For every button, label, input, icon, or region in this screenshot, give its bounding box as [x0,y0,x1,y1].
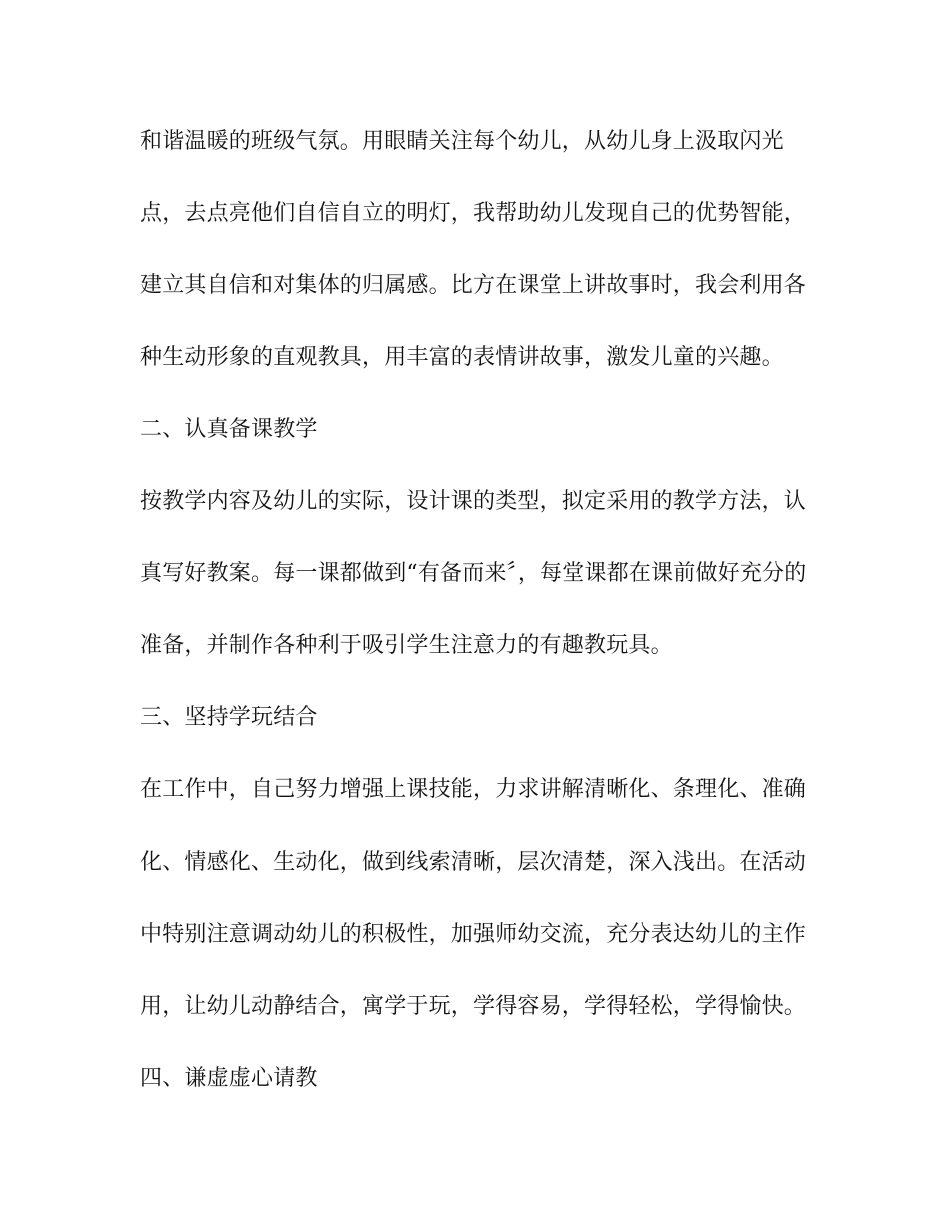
section-heading-2: 二、认真备课教学 [140,417,318,442]
paragraph-line: 建立其自信和对集体的归属感。比方在课堂上讲故事时，我会利用各 [140,273,807,298]
section-heading-4: 四、谦虚虚心请教 [140,1066,318,1091]
paragraph-line: 和谐温暖的班级气氛。用眼睛关注每个幼儿，从幼儿身上汲取闪光 [140,129,784,154]
paragraph-line: 种生动形象的直观教具，用丰富的表情讲故事，激发儿童的兴趣。 [140,345,784,370]
paragraph-line: 准备，并制作各种利于吸引学生注意力的有趣教玩具。 [140,633,673,658]
section-heading-3: 三、坚持学玩结合 [140,705,318,730]
paragraph-line: 在工作中，自己努力增强上课技能，力求讲解清晰化、条理化、准确 [140,777,807,802]
paragraph-line: 化、情感化、生动化，做到线索清晰，层次清楚，深入浅出。在活动 [140,850,807,875]
paragraph-line: 按教学内容及幼儿的实际，设计课的类型，拟定采用的教学方法，认 [140,489,807,514]
paragraph-line: 点，去点亮他们自信自立的明灯，我帮助幼儿发现自己的优势智能， [140,201,807,226]
paragraph-line: 中特别注意调动幼儿的积极性，加强师幼交流，充分表达幼儿的主作 [140,922,807,947]
paragraph-line: 用，让幼儿动静结合，寓学于玩，学得容易，学得轻松，学得愉快。 [140,994,807,1019]
paragraph-line: 真写好教案。每一课都做到“有备而来〞，每堂课都在课前做好充分的 [140,561,807,586]
